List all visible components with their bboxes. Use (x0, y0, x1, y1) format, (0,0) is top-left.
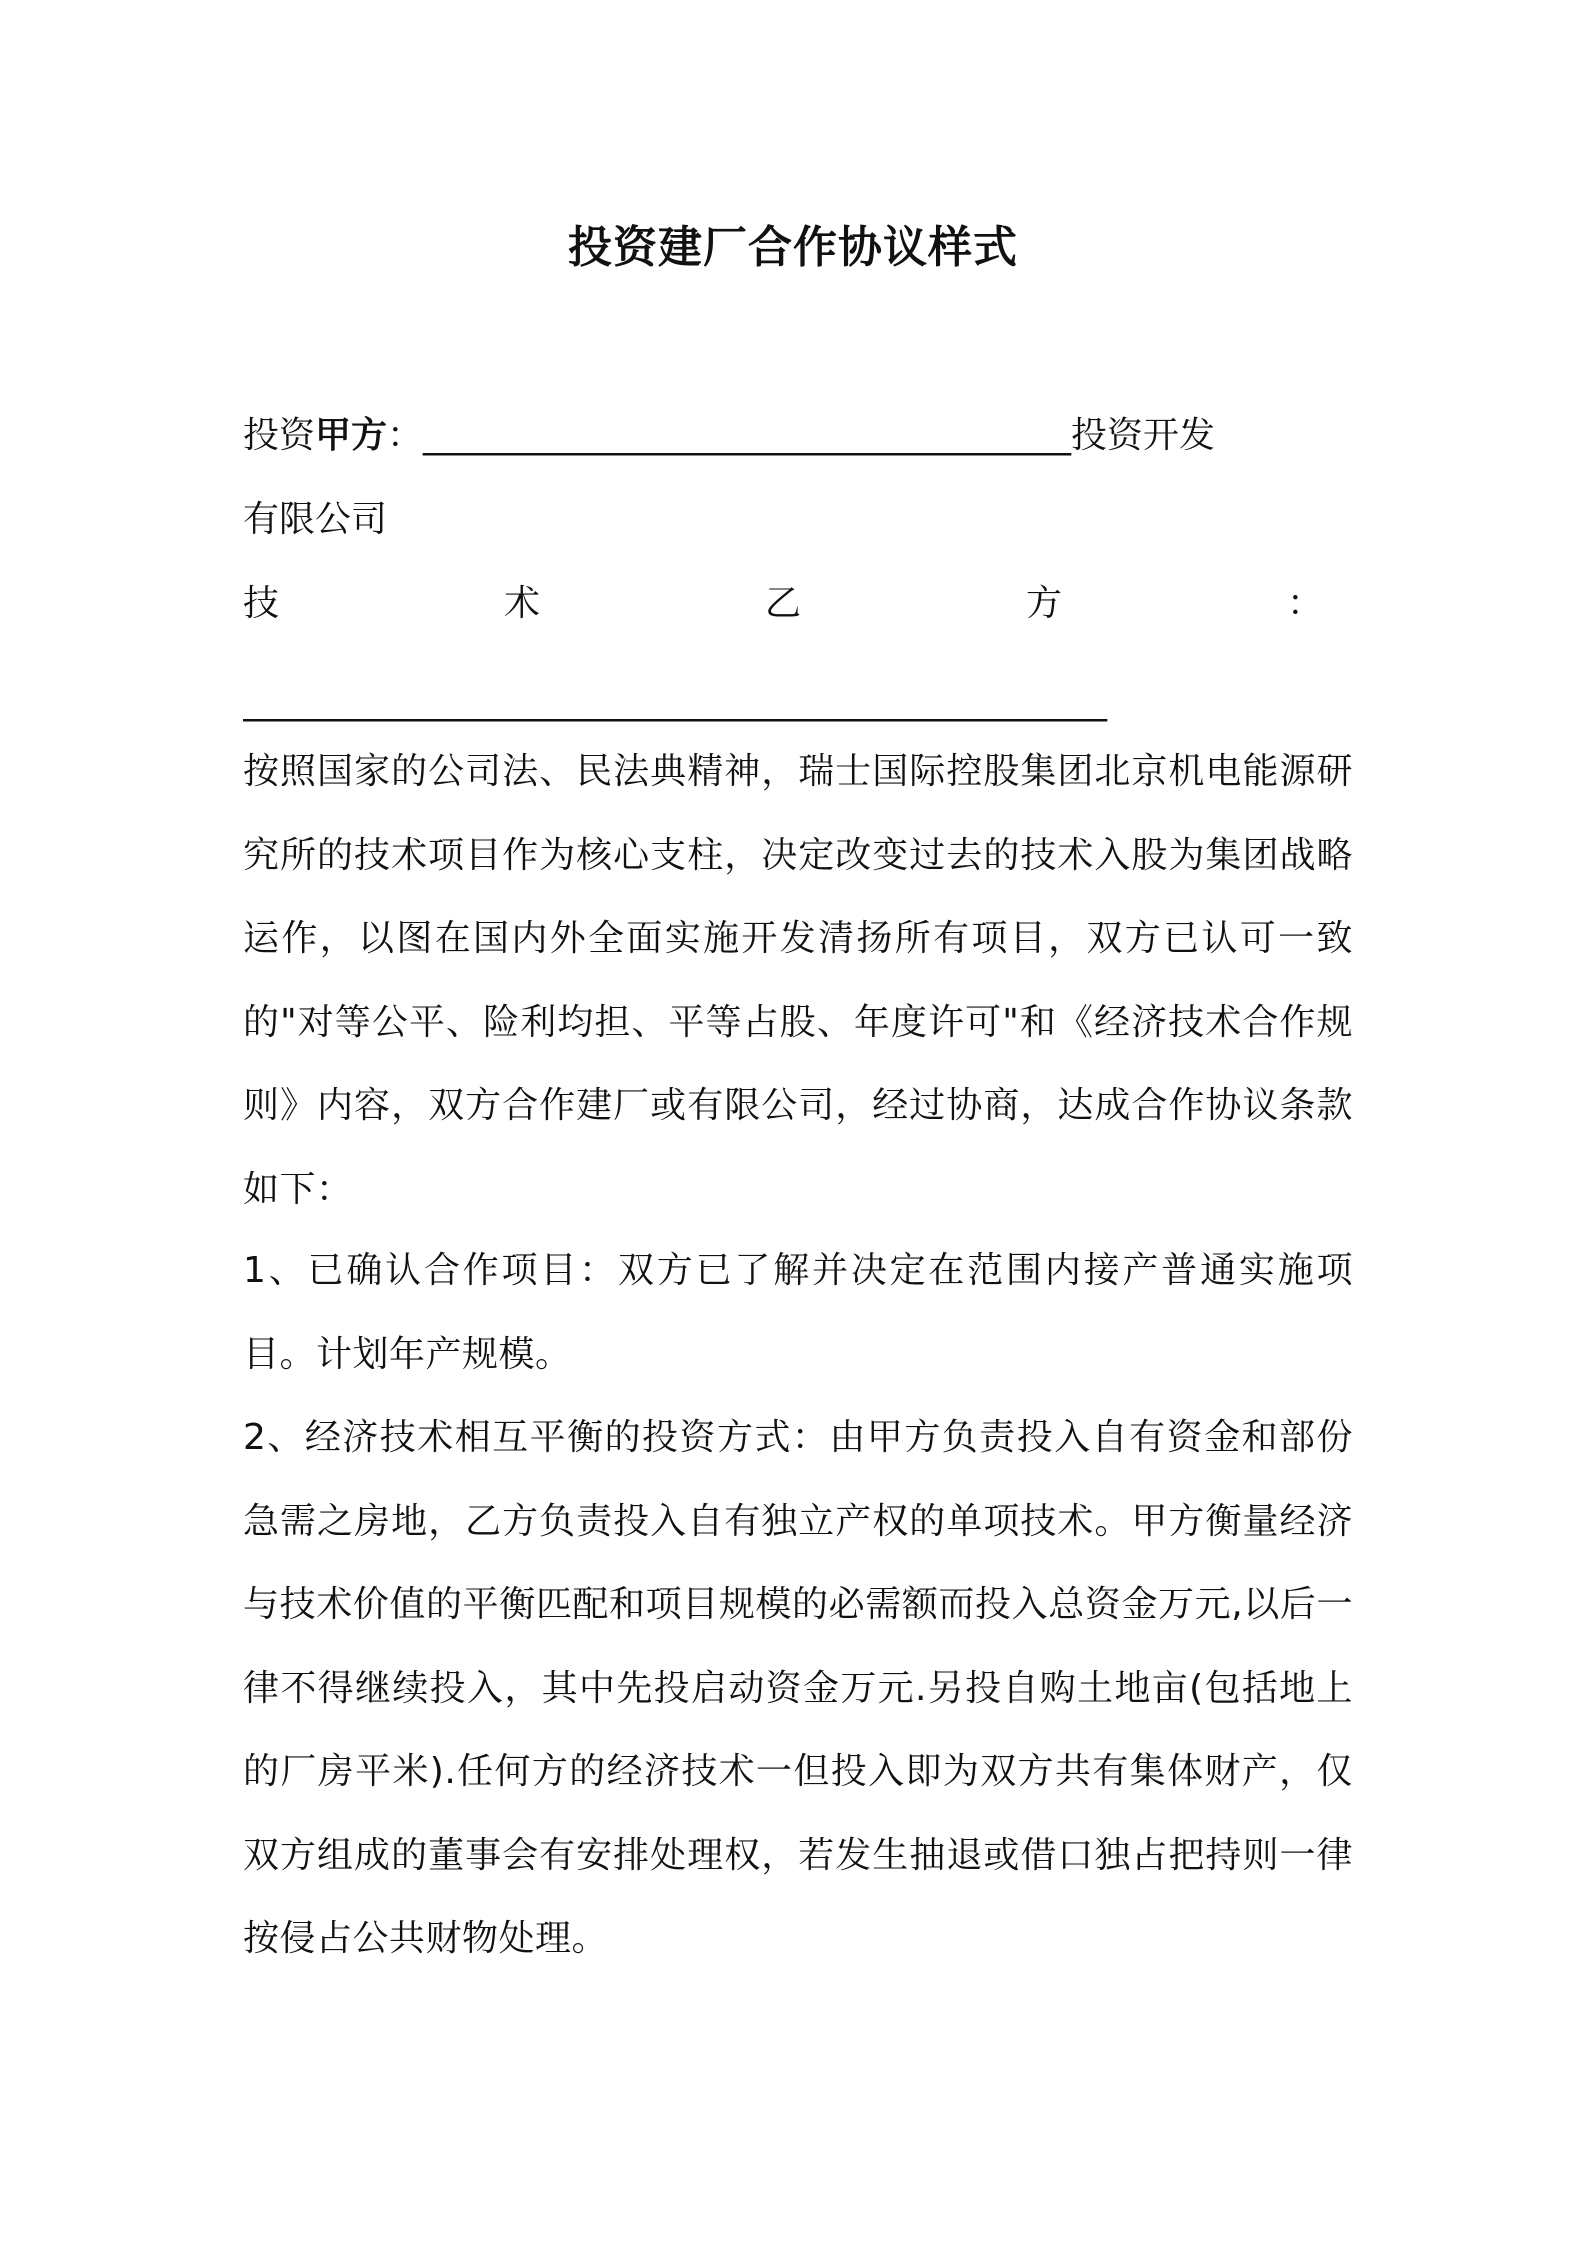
party-a-suffix: 投资开发 (1071, 415, 1216, 456)
party-b-char: 术 (503, 583, 540, 624)
party-a-label-prefix: 投资 (243, 415, 316, 456)
preamble-paragraph: 按照国家的公司法、民法典精神，瑞士国际控股集团北京机电能源研究所的技术项目作为核心支柱，决定改变过去的技术入股为集团战略运作，以图在国内外全面实施开发清扬所有项目，双方已认可一致的"对等公平、险利均担、平等占股、年度许可"和《经济技术合作规则》内容，双方合作建厂或有限公司，经过协商，达成合作协议条款如下： (243, 751, 1353, 1210)
party-a-line (243, 406, 1353, 466)
party-a-continuation: 有限公司 (243, 499, 388, 540)
party-b-char: 技 (243, 583, 280, 624)
party-b-char: 乙 (764, 583, 801, 624)
clause-2-paragraph: 2、经济技术相互平衡的投资方式：由甲方负责投入自有资金和部份急需之房地，乙方负责投入自有独立产权的单项技术。甲方衡量经济与技术价值的平衡匹配和项目规模的必需额而投入总资金万元,以后一律不得继续投入，其中先投启动资金万元.另投自购土地亩(包括地上的厂房平米).任何方的经济技术一但投入即为双方共有集体财产，仅双方组成的董事会有安排处理权，若发生抽退或借口独占把持则一律按侵占公共财物处理。 (243, 1417, 1353, 1959)
clause-1-paragraph: 1、已确认合作项目：双方已了解并决定在范围内接产普通实施项目。计划年产规模。 (243, 1250, 1353, 1375)
document-title: 投资建厂合作协议样式 (568, 222, 1018, 273)
party-a-colon: ： (387, 415, 424, 456)
party-b-blank: ________________________________________________ (243, 681, 1107, 722)
party-b-colon: ： (1286, 583, 1323, 624)
party-a-label: 甲方 (315, 415, 388, 456)
party-b-char: 方 (1025, 583, 1062, 624)
party-a-blank: ____________________________________ (423, 415, 1072, 456)
party-b-line (243, 574, 1323, 634)
